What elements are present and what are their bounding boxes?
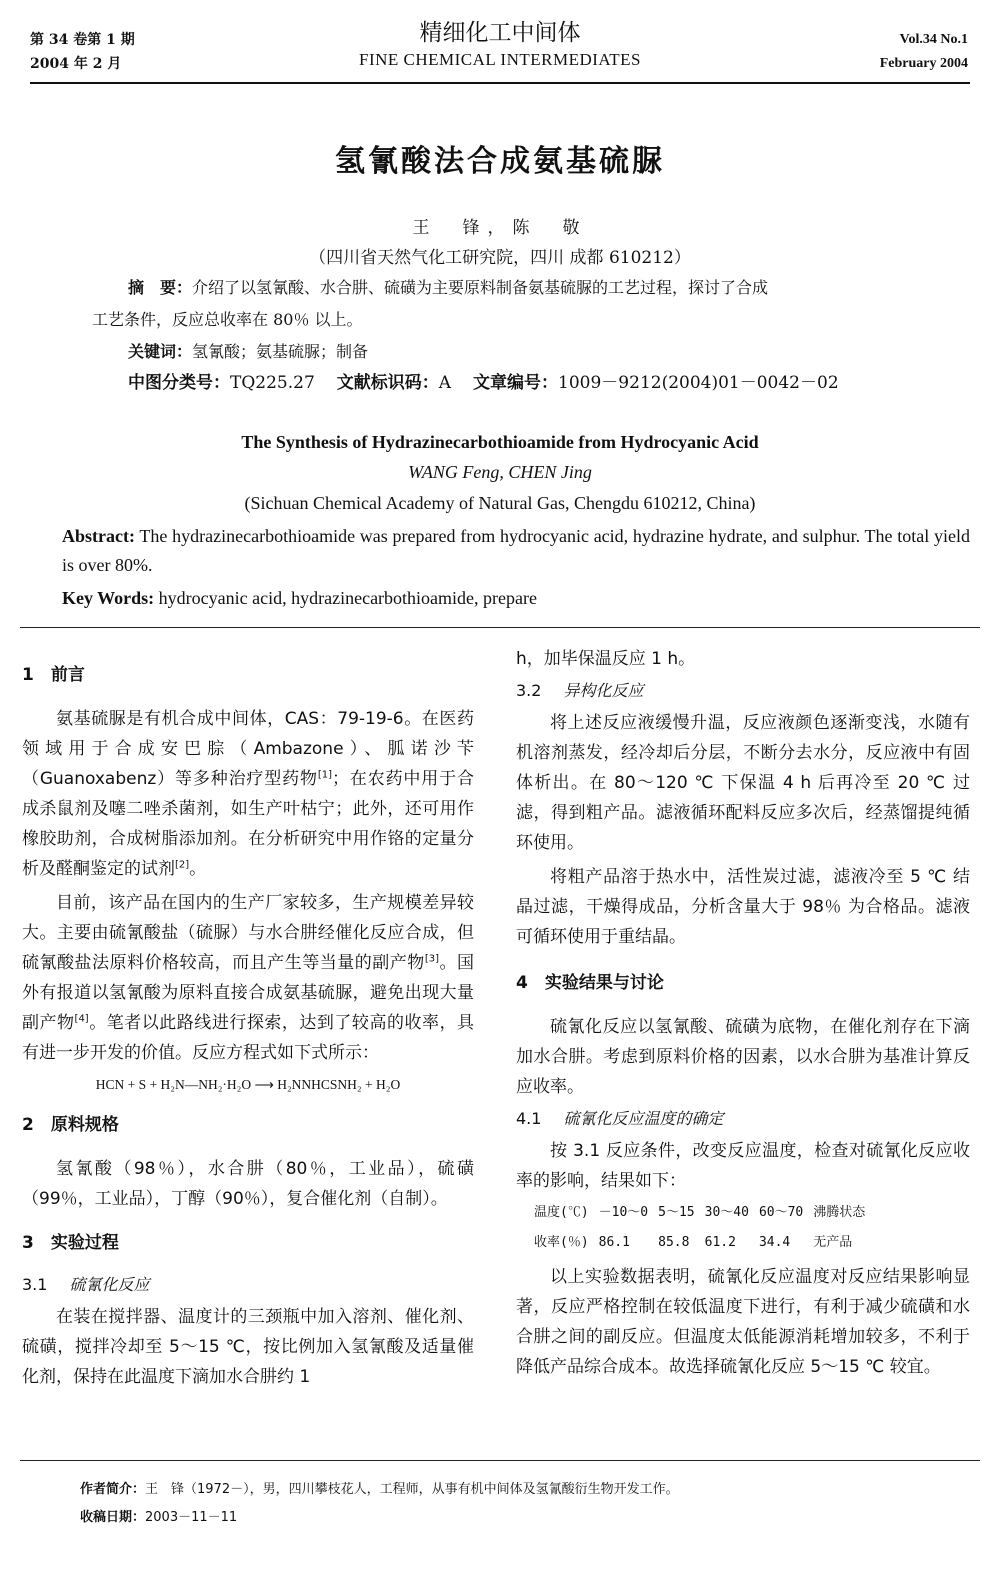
citation-4: [4] bbox=[74, 1013, 89, 1025]
citation-1: [1] bbox=[317, 769, 333, 781]
affiliation-en: (Sichuan Chemical Academy of Natural Gas, Chengdu 610212, China) bbox=[244, 493, 756, 513]
journal-name-cn: 精细化工中间体 bbox=[419, 20, 581, 46]
section-4-paragraph: 硫氰化反应以氢氰酸、硫磺为底物，在催化剂存在下滴加水合肼。考虑到原料价格的因素，以水合肼为基准计算反应收率。 bbox=[516, 1017, 970, 1097]
s1-p2-text-c: 。笔者以此路线进行探索，达到了较高的收率，具有进一步开发的价值。反应方程式如下式所示： bbox=[22, 1013, 475, 1063]
section-2-paragraph: 氢氰酸（98％），水合肼（80％，工业品），硫磺（99％，工业品），丁醇（90％），复合催化剂（自制）。 bbox=[22, 1159, 474, 1209]
s1-p1-text-b: ；在农药中用于合成杀鼠剂及噻二唑杀菌剂，如生产叶枯宁；此外，还可用作橡胶助剂，合成树脂添加剂。在分析研究中用作铬的定量分析及醛酮鉴定的试剂 bbox=[22, 769, 474, 879]
subsection-3-1-paragraph: 在装在搅拌器、温度计的三颈瓶中加入溶剂、催化剂、硫磺，搅拌冷却至 5～15 ℃，按比例加入氢氰酸及适量催化剂，保持在此温度下滴加水合肼约 1 bbox=[22, 1307, 474, 1387]
footnote-rule bbox=[20, 1460, 980, 1461]
authors-en: WANG Feng, CHEN Jing bbox=[408, 462, 592, 482]
header-rule bbox=[30, 82, 970, 84]
clc-value: TQ225.27 bbox=[230, 373, 315, 393]
section-1-paragraph-1 bbox=[22, 704, 474, 884]
table-row-label: 温度(℃) bbox=[534, 1205, 589, 1220]
abstract-cn-cont bbox=[92, 306, 363, 334]
table-row-label: 收率(％) bbox=[534, 1235, 589, 1250]
s1-p1-text-a: 氨基硫脲是有机合成中间体，CAS：79-19-6。在医药领域用于合成安巴腙（Ambazone）、胍诺沙苄（Guanoxabenz）等多种治疗型药物 bbox=[22, 709, 474, 789]
abstract-cn-label: 摘 要： bbox=[128, 278, 193, 297]
continued-text: h，加毕保温反应 1 h。 bbox=[516, 649, 696, 669]
header-date-en: February 2004 bbox=[879, 56, 968, 71]
s1-p1-text-c: 。 bbox=[189, 859, 207, 879]
author-bio-label: 作者简介： bbox=[80, 1482, 146, 1497]
clc-label: 中图分类号： bbox=[128, 373, 230, 393]
reaction-equation: HCN + S + H₂N—NH₂·H₂O ⟶ H₂NNHCSNH₂ + H₂O bbox=[95, 1077, 401, 1092]
subsection-3-1-number: 3.1 bbox=[22, 1275, 48, 1294]
table-row bbox=[534, 1198, 875, 1228]
keywords-cn bbox=[128, 338, 368, 366]
classification-line bbox=[128, 369, 839, 397]
table-cell: 30～40 bbox=[704, 1205, 749, 1220]
keywords-en bbox=[62, 588, 537, 609]
authors-cn: 王 锋，陈 敬 bbox=[412, 218, 588, 238]
subsection-4-1-heading bbox=[516, 1104, 970, 1134]
subsection-3-2-title: 异构化反应 bbox=[563, 681, 644, 700]
s1-p2-text-a: 目前，该产品在国内的生产厂家较多，生产规模差异较大。主要由硫氰酸盐（硫脲）与水合肼经催化反应合成，但硫氰酸盐法原料价格较高，而且产生等当量的副产物 bbox=[22, 893, 474, 973]
subsection-3-2-paragraph-1: 将上述反应液缓慢升温，反应液颜色逐渐变浅，水随有机溶剂蒸发，经冷却后分层，不断分去水分，反应液中有固体析出。在 80～120 ℃ 下保温 4 h 后再冷至 20 ℃ 过滤，得到粗产品。滤液循环配料反应多次后，经蒸馏提纯循环使用。 bbox=[516, 713, 970, 853]
abstract-cn-line1: 介绍了以氢氰酸、水合肼、硫磺为主要原料制备氨基硫脲的工艺过程，探讨了合成 bbox=[192, 278, 769, 297]
subsection-3-2-heading bbox=[516, 676, 970, 706]
received-date bbox=[80, 1506, 237, 1525]
keywords-cn-text: 氢氰酸；氨基硫脲；制备 bbox=[192, 342, 369, 361]
section-1-paragraph-2 bbox=[22, 888, 474, 1068]
journal-name bbox=[0, 18, 1000, 72]
author-bio bbox=[80, 1478, 679, 1497]
abstract-en-label: Abstract: bbox=[62, 526, 135, 546]
subsection-3-2-number: 3.2 bbox=[516, 681, 542, 700]
citation-2: [2] bbox=[175, 859, 190, 871]
right-column bbox=[516, 644, 970, 1382]
table-cell: 34.4 bbox=[758, 1235, 791, 1250]
table-cell: 86.1 bbox=[598, 1235, 630, 1250]
table-cell: 60～70 bbox=[758, 1205, 804, 1220]
paper-title-en: The Synthesis of Hydrazinecarbothioamide from Hydrocyanic Acid bbox=[241, 432, 759, 452]
abstract-cn-line2: 工艺条件，反应总收率在 80％ 以上。 bbox=[92, 310, 363, 329]
table-cell: －10～0 bbox=[598, 1205, 649, 1220]
keywords-en-label: Key Words: bbox=[62, 588, 155, 608]
article-no-label: 文章编号： bbox=[473, 373, 559, 393]
subsection-4-1-paragraph-1: 按 3.1 反应条件，改变反应温度，检查对硫氰化反应收率的影响，结果如下： bbox=[516, 1141, 970, 1191]
journal-name-en: FINE CHEMICAL INTERMEDIATES bbox=[358, 50, 642, 69]
subsection-4-1-number: 4.1 bbox=[516, 1109, 542, 1128]
affiliation-cn: （四川省天然气化工研究院，四川 成都 610212） bbox=[309, 248, 691, 268]
table-cell: 61.2 bbox=[704, 1235, 736, 1250]
abstract-en bbox=[62, 522, 970, 580]
article-no-value: 1009－9212(2004)01－0042－02 bbox=[558, 373, 839, 393]
header-volume-issue: 第 34 卷第 1 期 bbox=[30, 32, 135, 48]
s1-p2-text-b: 。国外有报道以氢氰酸为原料直接合成氨基硫脲，避免出现大量副产物 bbox=[22, 953, 475, 1033]
doc-code-label: 文献标识码： bbox=[336, 373, 439, 393]
header-vol-no: Vol.34 No.1 bbox=[899, 32, 968, 47]
paper-title-cn: 氢氰酸法合成氨基硫脲 bbox=[335, 144, 665, 179]
section-separator bbox=[20, 627, 980, 628]
received-date-label: 收稿日期： bbox=[80, 1510, 146, 1525]
header-date-cn: 2004 年 2 月 bbox=[30, 56, 122, 72]
abstract-cn bbox=[128, 274, 768, 302]
table-cell: 无产品 bbox=[813, 1235, 853, 1250]
keywords-en-text: hydrocyanic acid, hydrazinecarbothioamide, prepare bbox=[154, 588, 537, 608]
section-4-heading: 4 实验结果与讨论 bbox=[516, 973, 664, 993]
table-row bbox=[534, 1228, 875, 1258]
left-column bbox=[22, 660, 474, 1392]
subsection-3-1-heading bbox=[22, 1270, 474, 1300]
subsection-3-2-paragraph-2: 将粗产品溶于热水中，活性炭过滤，滤液冷至 5 ℃ 结晶过滤，干燥得成品，分析含量大于 98％ 为合格品。滤液可循环使用于重结晶。 bbox=[516, 867, 970, 947]
subsection-3-1-title: 硫氰化反应 bbox=[69, 1275, 150, 1294]
table-cell: 5～15 bbox=[658, 1205, 695, 1220]
received-date-text: 2003－11－11 bbox=[145, 1510, 238, 1525]
section-2-heading: 2 原料规格 bbox=[22, 1115, 119, 1135]
subsection-4-1-title: 硫氰化反应温度的确定 bbox=[563, 1109, 724, 1128]
subsection-4-1-paragraph-2: 以上实验数据表明，硫氰化反应温度对反应结果影响显著，反应严格控制在较低温度下进行，有利于减少硫磺和水合肼之间的副反应。但温度太低能源消耗增加较多，不利于降低产品综合成本。故选择硫氰化反应 5～15 ℃ 较宜。 bbox=[516, 1267, 970, 1377]
temperature-yield-table bbox=[534, 1198, 875, 1258]
table-cell: 85.8 bbox=[658, 1235, 690, 1250]
abstract-en-text: The hydrazinecarbothioamide was prepared from hydrocyanic acid, hydrazine hydrate, and sulphur. The total yield is over 80%. bbox=[62, 526, 970, 575]
keywords-cn-label: 关键词： bbox=[128, 342, 193, 361]
section-1-heading: 1 前言 bbox=[22, 665, 85, 685]
section-3-heading: 3 实验过程 bbox=[22, 1233, 119, 1253]
header-volume-en bbox=[880, 28, 968, 76]
table-cell: 沸腾状态 bbox=[813, 1205, 866, 1220]
author-bio-text: 王 锋（1972－），男，四川攀枝花人，工程师，从事有机中间体及氢氰酸衍生物开发工作。 bbox=[145, 1482, 679, 1497]
citation-3: [3] bbox=[424, 953, 439, 965]
doc-code-value: A bbox=[438, 373, 452, 393]
